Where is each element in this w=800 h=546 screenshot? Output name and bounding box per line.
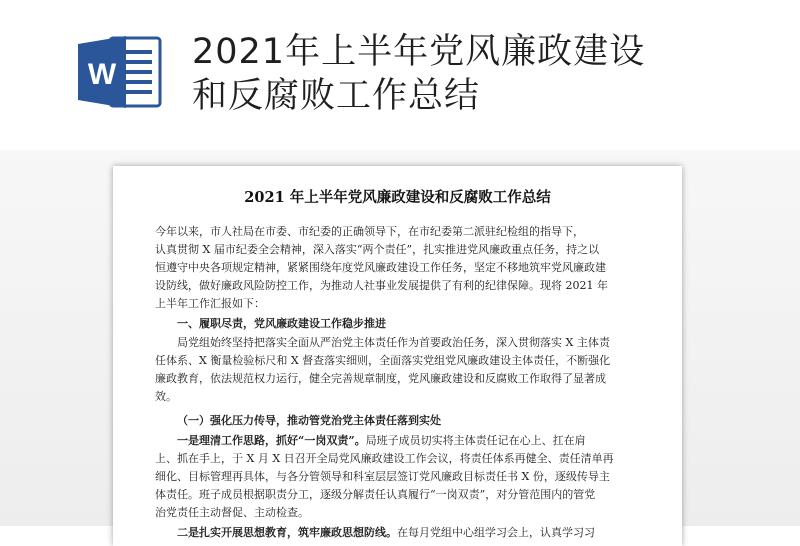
paragraph-line: 局党组始终坚持把落实全面从严治党主体责任作为首要政治任务，深入贯彻落实 X 主体责 — [177, 336, 610, 349]
document-title: 2021 年上半年党风廉政建设和反腐败工作总结 — [244, 189, 551, 206]
paragraph-text: 在每月党组中心组学习会上，认真学习习 — [397, 526, 595, 539]
paragraph-text: 局班子成员切实将主体责任记在心上、扛在肩 — [365, 434, 586, 447]
paragraph-line — [177, 432, 586, 448]
banner — [0, 0, 800, 150]
paragraph-line: 恒遵守中央各项规定精神，紧紧围绕年度党风廉政建设工作任务，坚定不移地筑牢党风廉政建 — [155, 261, 606, 274]
subsection-heading: （一）强化压力传导，推动管党治党主体责任落到实处 — [177, 414, 441, 427]
page-title-line2: 和反腐败工作总结 — [192, 76, 481, 116]
page-title-line1: 2021年上半年党风廉政建设 — [192, 32, 646, 72]
page-title — [192, 30, 752, 118]
paragraph-line: 任体系、X 衡量检验标尺和 X 督查落实细则，全面落实党组党风廉政建设主体责任，不断强化 — [155, 354, 611, 367]
paragraph-line: 治党责任主动督促、主动检查。 — [155, 506, 309, 519]
paragraph-line: 体责任。班子成员根据职责分工，逐级分解责任认真履行“一岗双责”，对分管范围内的管党 — [155, 488, 596, 501]
word-icon-letter: W — [87, 58, 117, 91]
paragraph-line: 上、抓在手上，于 X 月 X 日召开全局党风廉政建设工作会议，将责任体系再健全、责任清单再 — [155, 452, 614, 465]
paragraph-lead: 一是理清工作思路，抓好“一岗双责”。 — [177, 434, 366, 447]
section-heading: 一、履职尽责，党风廉政建设工作稳步推进 — [177, 317, 386, 330]
word-icon — [78, 34, 164, 110]
document-page — [113, 166, 682, 546]
paragraph-line: 认真贯彻 X 届市纪委全会精神，深入落实“两个责任”，扎实推进党风廉政重点任务，持之以 — [155, 243, 600, 256]
paragraph-line: 效。 — [155, 390, 177, 403]
paragraph-line: 今年以来，市人社局在市委、市纪委的正确领导下，在市纪委第二派驻纪检组的指导下， — [155, 225, 584, 238]
paragraph-line: 设防线，做好廉政风险防控工作，为推动人社事业发展提供了有利的纪律保障。现将 2021 年 — [155, 279, 608, 292]
paragraph-line: 上半年工作汇报如下： — [155, 297, 265, 310]
paragraph-line: 廉政教育，依法规范权力运行，健全完善规章制度，党风廉政建设和反腐败工作取得了显著成 — [155, 372, 606, 385]
paragraph-lead: 二是扎实开展思想教育，筑牢廉政思想防线。 — [177, 526, 397, 539]
paragraph-line: 细化、目标管理再具体，与各分管领导和科室层层签订党风廉政目标责任书 X 份，逐级传导主 — [155, 470, 610, 483]
paragraph-line — [177, 524, 595, 540]
